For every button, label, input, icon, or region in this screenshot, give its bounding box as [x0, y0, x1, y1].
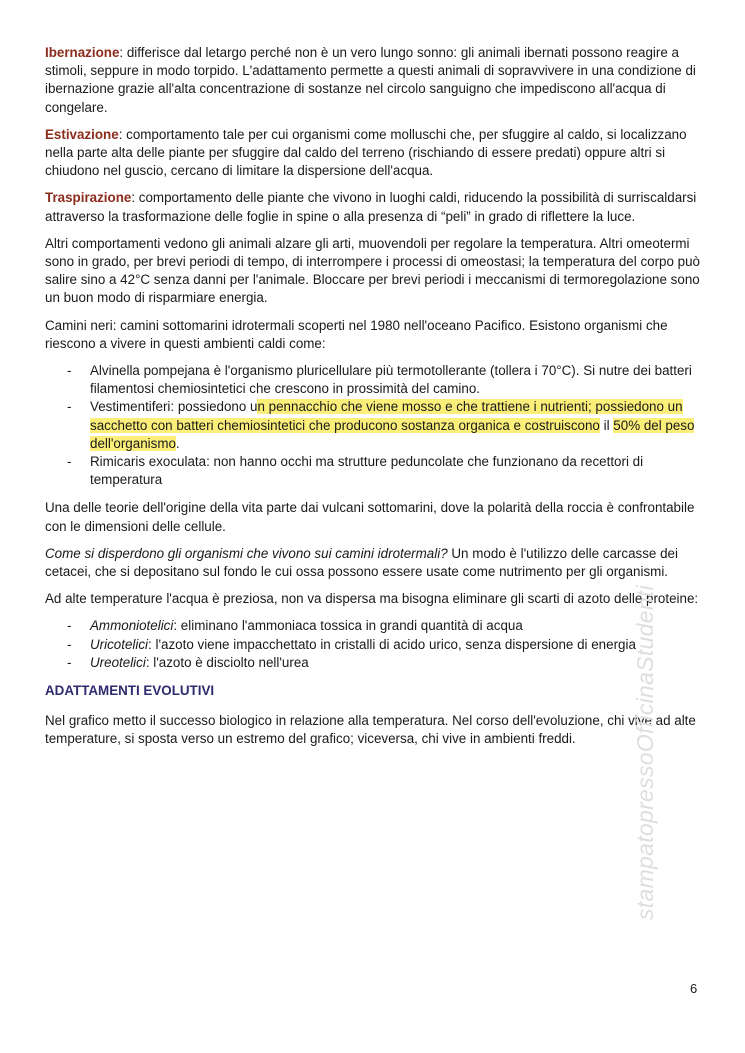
paragraph-acqua: Ad alte temperature l'acqua è preziosa, non va dispersa ma bisogna eliminare gli scarti di azoto delle proteine: [45, 591, 699, 607]
paragraph-traspirazione [45, 189, 705, 225]
list-item-rimicaris [45, 453, 705, 489]
term-ibernazione: Ibernazione [45, 45, 120, 60]
dash-marker: - [67, 654, 72, 670]
highlighted-text: 50% del peso dell'organismo [90, 417, 695, 451]
alvinella-text: Alvinella pompejana è l'organismo pluricellulare più termotollerante (tollera i 70°C). Si nutre dei batteri filamentosi chemiosintetici che crescono in prossimità del camino. [90, 363, 692, 397]
answer-text: Un modo è l'utilizzo delle carcasse dei cetacei, che si depositano sul fondo le cui ossa possono essere usate come nutrimento per gli organismi. [45, 545, 678, 580]
dash-marker: - [67, 399, 72, 415]
vestimentiferi-text-end: . [175, 435, 180, 451]
nitrogen-term: Ammoniotelici [90, 618, 174, 634]
dash-marker: - [67, 363, 72, 379]
nitrogen-text: : l'azoto è disciolto nell'urea [145, 654, 309, 670]
paragraph-estivazione [45, 126, 705, 181]
paragraph-camini: Camini neri: camini sottomarini idrotermali scoperti nel 1980 nell'oceano Pacifico. Esistono organismi che riescono a vivere in questi ambienti caldi come: [45, 317, 668, 351]
nitrogen-term: Uricotelici [90, 636, 149, 652]
text-ibernazione: : differisce dal letargo perché non è un vero lungo sonno: gli animali ibernati possono reagire a stimoli, seppure in modo torpido. L'adattamento permette a questi animali di sopravvivere in una condizione di ibernazione grazie all'alta concentrazione di sostanze nel circolo sanguigno che impediscono all'acqua di congelare. [45, 45, 696, 115]
term-estivazione: Estivazione [45, 126, 119, 142]
text-traspirazione: : comportamento delle piante che vivono in luoghi caldi, riducendo la possibilità di surriscaldarsi attraverso la trasformazione delle foglie in spine o alla presenza di “peli” in grado di riflettere la luce. [45, 190, 697, 224]
paragraph-ibernazione [45, 44, 705, 117]
list-item-alvinella [45, 362, 705, 398]
paragraph-grafico: Nel grafico metto il successo biologico in relazione alla temperatura. Nel corso dell'evoluzione, chi vive ad alte temperature, si sposta verso un estremo del grafico; viceversa, chi vive in ambienti freddi. [45, 713, 696, 747]
document-page [45, 44, 705, 758]
nitrogen-text: : eliminano l'ammoniaca tossica in grandi quantità di acqua [173, 618, 523, 634]
text-estivazione: : comportamento tale per cui organismi come molluschi che, per sfuggire al caldo, si localizzano nella parte alta delle piante per sfuggire dal caldo del terreno (rischiando di essere predati) oppure altri si chiudono nel guscio, cercano di limitare la dispersione dell'acqua. [45, 126, 687, 179]
page-number: 6 [690, 981, 698, 996]
paragraph-teorie: Una delle teorie dell'origine della vita parte dai vulcani sottomarini, dove la polarità della roccia è confrontabile con le dimensioni delle cellule. [45, 500, 695, 534]
section-heading: ADATTAMENTI EVOLUTIVI [45, 683, 215, 699]
paragraph-altri: Altri comportamenti vedono gli animali alzare gli arti, muovendoli per regolare la temperatura. Altri omeotermi sono in grado, per brevi periodi di tempo, di interrompere i processi di omeostasi; la temperatura del corpo può salire sino a 42°C senza danni per l'animale. Bloccare per brevi periodi i meccanismi di termoregolazione sono un buon modo di risparmiare energia. [45, 235, 700, 306]
nitrogen-list [45, 617, 705, 672]
list-item-vestimentiferi [45, 398, 705, 453]
list-item-nitrogen [45, 654, 705, 672]
dash-marker: - [67, 636, 72, 652]
dash-marker: - [67, 618, 72, 634]
list-item-nitrogen [45, 617, 705, 635]
vestimentiferi-text: Vestimentiferi: possiedono u [90, 399, 258, 415]
list-item-nitrogen [45, 636, 705, 654]
nitrogen-text: : l'azoto viene impacchettato in cristalli di acido urico, senza dispersione di energia [148, 636, 636, 652]
watermark [624, 560, 664, 940]
vestimentiferi-text-mid: il [599, 417, 614, 433]
nitrogen-term: Ureotelici [90, 654, 146, 670]
question-text: Come si disperdono gli organismi che vivono sui camini idrotermali? [45, 545, 448, 561]
term-traspirazione: Traspirazione [45, 190, 132, 206]
organisms-list [45, 362, 705, 489]
rimicaris-text: Rimicaris exoculata: non hanno occhi ma strutture peduncolate che funzionano da recettori di temperatura [90, 454, 644, 488]
highlighted-text: n pennacchio che viene mosso e che trattiene i nutrienti; possiedono un sacchetto con batteri chemiosintetici che producono sostanza organica e costruiscono [90, 399, 683, 433]
watermark-text: stampatopressoOfficinaStudenti [632, 584, 658, 920]
paragraph-domanda [45, 545, 705, 581]
dash-marker: - [67, 454, 72, 470]
